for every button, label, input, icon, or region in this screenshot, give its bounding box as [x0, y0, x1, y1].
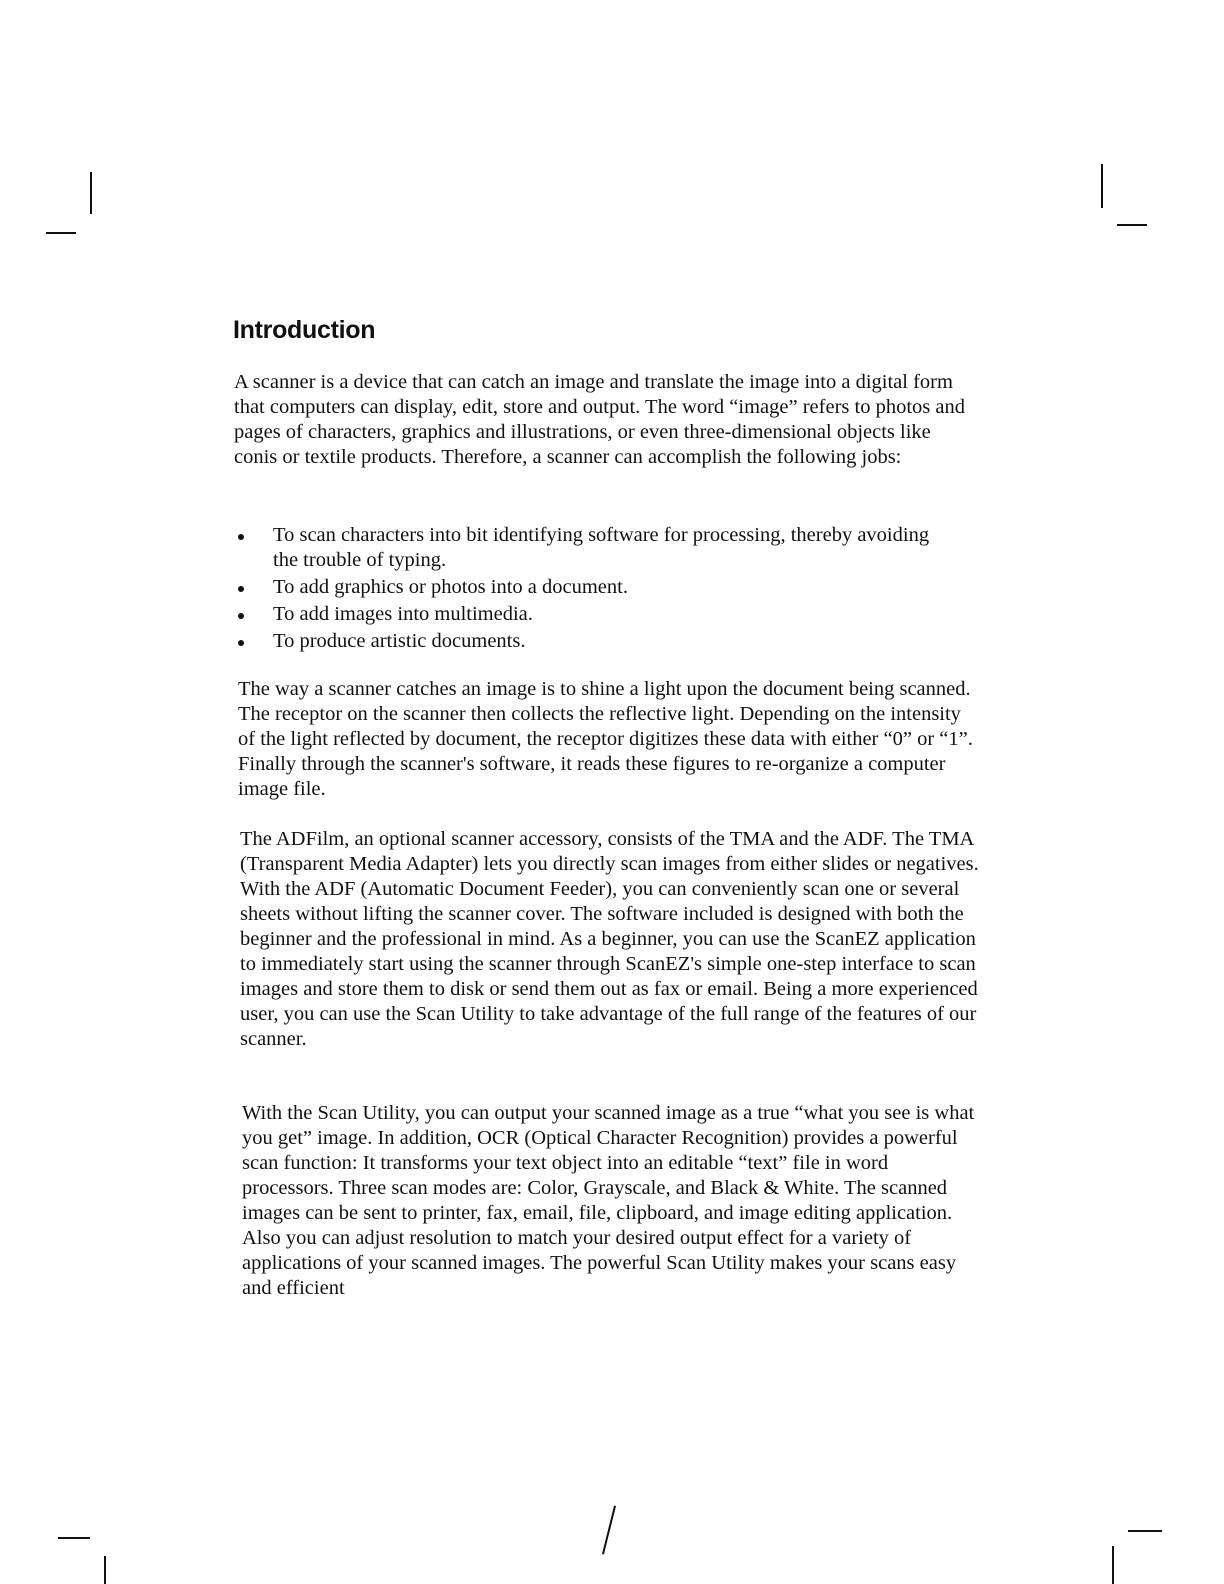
- list-item-text: To scan characters into bit identifying software for processing, thereby avoiding the trouble of typing.: [273, 524, 930, 571]
- jobs-list: [236, 523, 936, 656]
- crop-mark-bottom-right-horizontal: [1128, 1530, 1162, 1532]
- page-title: Introduction: [233, 316, 376, 344]
- bullet-icon: [238, 640, 244, 646]
- list-item-text: To add graphics or photos into a document.: [273, 576, 628, 598]
- crop-mark-bottom-left-horizontal: [58, 1537, 90, 1539]
- intro-paragraph: A scanner is a device that can catch an image and translate the image into a digital form that computers can display, edit, store and output. The word “image” refers to photos and pages of characters, graphics and illustrations, or even three-dimensional objects like conis or textile products. Therefore, a scanner can accomplish the following jobs:: [234, 371, 965, 468]
- bullet-icon: [238, 534, 244, 540]
- crop-mark-top-right-horizontal: [1117, 224, 1147, 226]
- crop-mark-top-left-vertical: [90, 172, 92, 214]
- scan-utility-paragraph: With the Scan Utility, you can output your scanned image as a true “what you see is what you get” image. In addition, OCR (Optical Character Recognition) provides a powerful scan function: It transforms your text object into an editable “text” file in word processors. Three scan modes are: Color, Grayscale, and Black & White. The scanned images can be sent to printer, fax, email, file, clipboard, and image editing application. Also you can adjust resolution to match your desired output effect for a variety of applications of your scanned images. The powerful Scan Utility makes your scans easy and efficient: [242, 1102, 975, 1299]
- list-item-text: To add images into multimedia.: [273, 603, 533, 625]
- page-number-mark: [602, 1506, 616, 1555]
- list-item: [236, 575, 936, 600]
- crop-mark-top-right-vertical: [1101, 164, 1103, 208]
- bullet-icon: [238, 586, 244, 592]
- bullet-icon: [238, 613, 244, 619]
- list-item: [236, 602, 936, 627]
- list-item-text: To produce artistic documents.: [273, 630, 526, 652]
- crop-mark-bottom-left-vertical: [104, 1556, 106, 1584]
- crop-mark-top-left-horizontal: [46, 232, 76, 234]
- adfilm-paragraph: The ADFilm, an optional scanner accessory, consists of the TMA and the ADF. The TMA (Transparent Media Adapter) lets you directly scan images from either slides or negatives. With the ADF (Automatic Document Feeder), you can conveniently scan one or several sheets without lifting the scanner cover. The software included is designed with both the beginner and the professional in mind. As a beginner, you can use the ScanEZ application to immediately start using the scanner through ScanEZ's simple one-step interface to scan images and store them to disk or send them out as fax or email. Being a more experienced user, you can use the Scan Utility to take advantage of the full range of the features of our scanner.: [240, 828, 979, 1050]
- scanner-operation-paragraph: The way a scanner catches an image is to shine a light upon the document being scanned. The receptor on the scanner then collects the reflective light. Depending on the intensity of the light reflected by document, the receptor digitizes these data with either “0” or “1”. Finally through the scanner's software, it reads these figures to re-organize a computer image file.: [238, 678, 973, 800]
- list-item: [236, 629, 936, 654]
- list-item: [236, 523, 936, 573]
- crop-mark-bottom-right-vertical: [1112, 1546, 1114, 1584]
